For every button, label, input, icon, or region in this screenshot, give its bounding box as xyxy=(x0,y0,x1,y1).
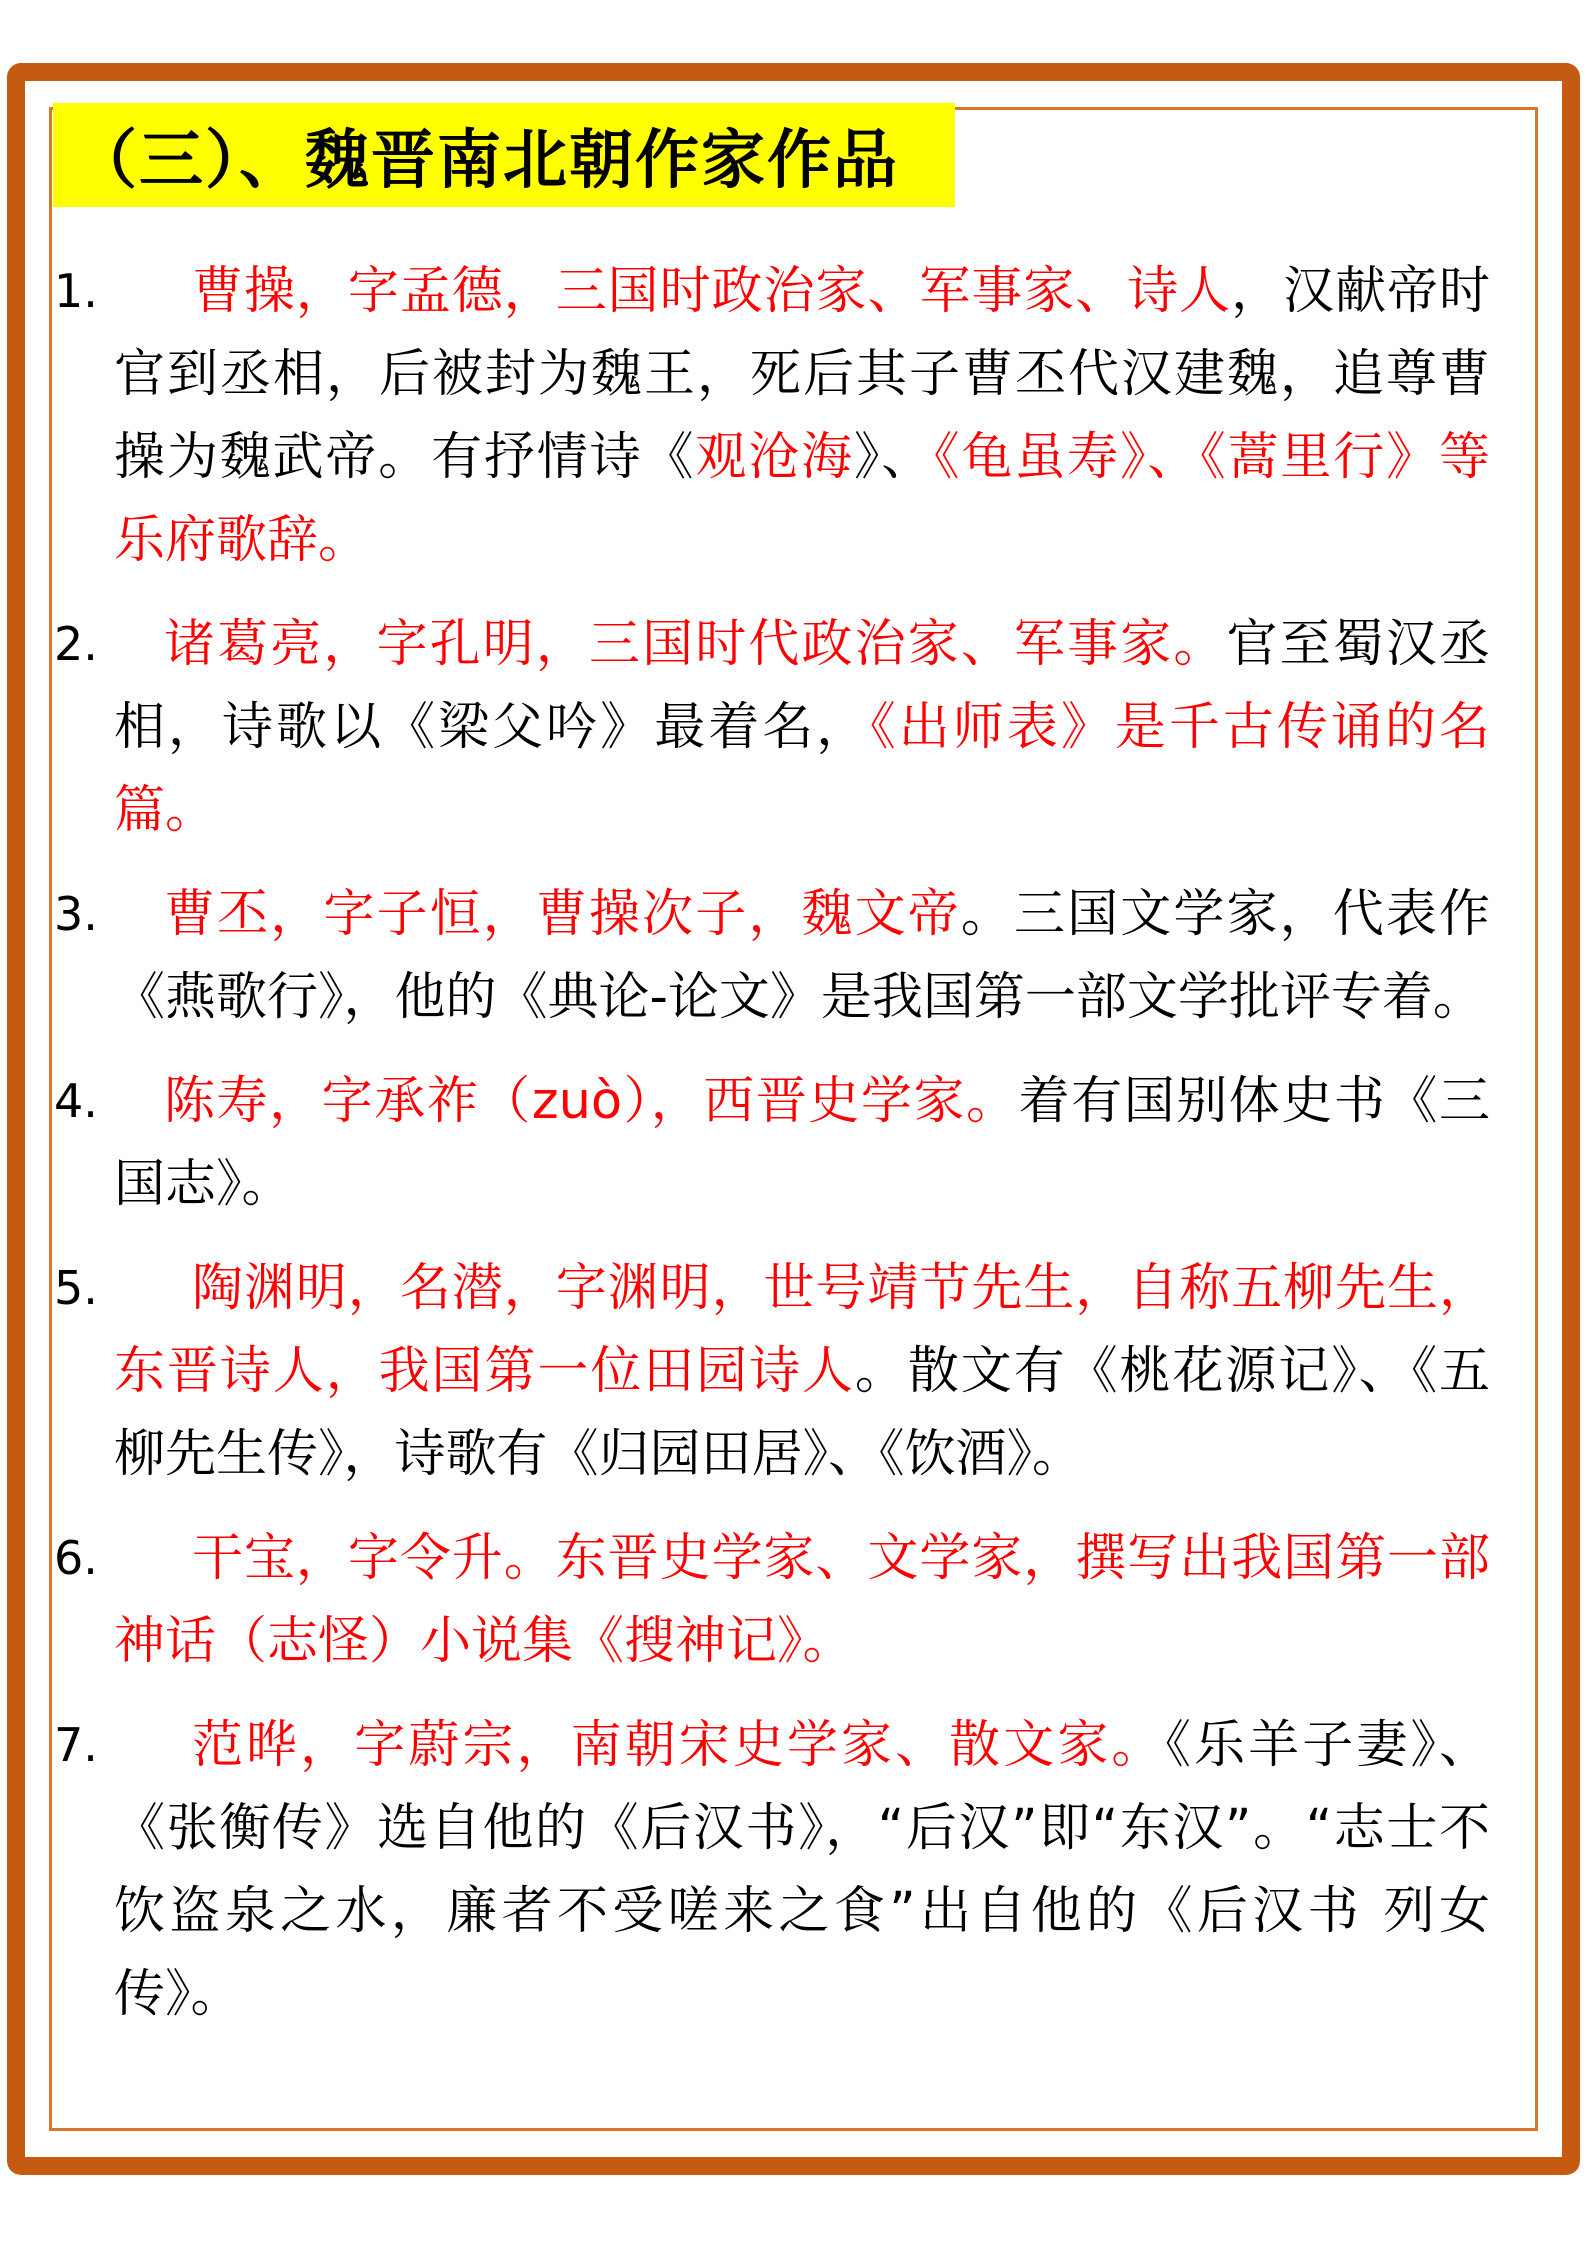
item-text xyxy=(114,873,1490,1039)
body-text: ，汉献帝时官到丞相，后被封为魏王，死后其子曹丕代汉建魏，追尊曹操为魏武帝。有抒情诗《 xyxy=(114,262,1490,487)
item-text xyxy=(114,1517,1490,1683)
list-item xyxy=(54,1704,1490,2036)
list-item xyxy=(54,1247,1490,1496)
list-item xyxy=(54,603,1490,852)
body-text: 官至蜀汉丞相，诗歌以《梁父吟》最着名， xyxy=(114,615,1490,757)
body-text: 。散文有《桃花源记》、《五柳先生传》，诗歌有《归园田居》、《饮酒》。 xyxy=(114,1342,1490,1484)
highlighted-text: 陈寿，字承祚（zuò），西晋史学家。 xyxy=(164,1072,1019,1131)
item-number: 1. xyxy=(54,264,98,318)
list-item xyxy=(54,1060,1490,1226)
body-text: 》、 xyxy=(853,428,935,487)
item-text xyxy=(114,1060,1490,1226)
highlighted-text: 《龟虽寿》、《蒿里行》等乐府歌辞。 xyxy=(114,428,1490,570)
item-number: 2. xyxy=(54,617,98,671)
highlighted-text: 曹丕，字子恒，曹操次子，魏文帝 xyxy=(164,885,961,944)
body-text: 。三国文学家，代表作《燕歌行》，他的《典论-论文》是我国第一部文学批评专着。 xyxy=(114,885,1490,1027)
item-number: 7. xyxy=(54,1718,98,1772)
body-text: 《乐羊子妻》、《张衡传》选自他的《后汉书》，“后汉”即“东汉”。“志士不饮盗泉之水，廉者不受嗟来之食”出自他的《后汉书 列女传》。 xyxy=(114,1716,1490,2024)
highlighted-text: 干宝，字令升。东晋史学家、文学家，撰写出我国第一部神话（志怪）小说集《搜神记》。 xyxy=(114,1529,1490,1671)
author-list xyxy=(54,250,1490,2057)
item-number: 3. xyxy=(54,887,98,941)
highlighted-text: 观沧海 xyxy=(695,428,854,487)
list-item xyxy=(54,1517,1490,1683)
item-number: 6. xyxy=(54,1531,98,1585)
highlighted-text: 曹操，字孟德，三国时政治家、军事家、诗人 xyxy=(192,262,1232,321)
item-text xyxy=(114,250,1490,582)
list-item xyxy=(54,873,1490,1039)
body-text: 着有国别体史书《三国志》。 xyxy=(114,1072,1490,1214)
item-number: 5. xyxy=(54,1261,98,1315)
highlighted-text: 《出师表》是千古传诵的名篇。 xyxy=(114,698,1490,840)
list-item xyxy=(54,250,1490,582)
section-title-highlight xyxy=(53,103,955,207)
highlighted-text: 诸葛亮，字孔明，三国时代政治家、军事家。 xyxy=(164,615,1227,674)
item-text xyxy=(114,1247,1490,1496)
item-number: 4. xyxy=(54,1074,98,1128)
item-text xyxy=(114,1704,1490,2036)
section-title: （三）、魏晋南北朝作家作品 xyxy=(73,124,899,198)
highlighted-text: 陶渊明，名潜，字渊明，世号靖节先生，自称五柳先生，东晋诗人，我国第一位田园诗人 xyxy=(114,1259,1490,1401)
highlighted-text: 范晔，字蔚宗，南朝宋史学家、散文家。 xyxy=(192,1716,1166,1775)
item-text xyxy=(114,603,1490,852)
